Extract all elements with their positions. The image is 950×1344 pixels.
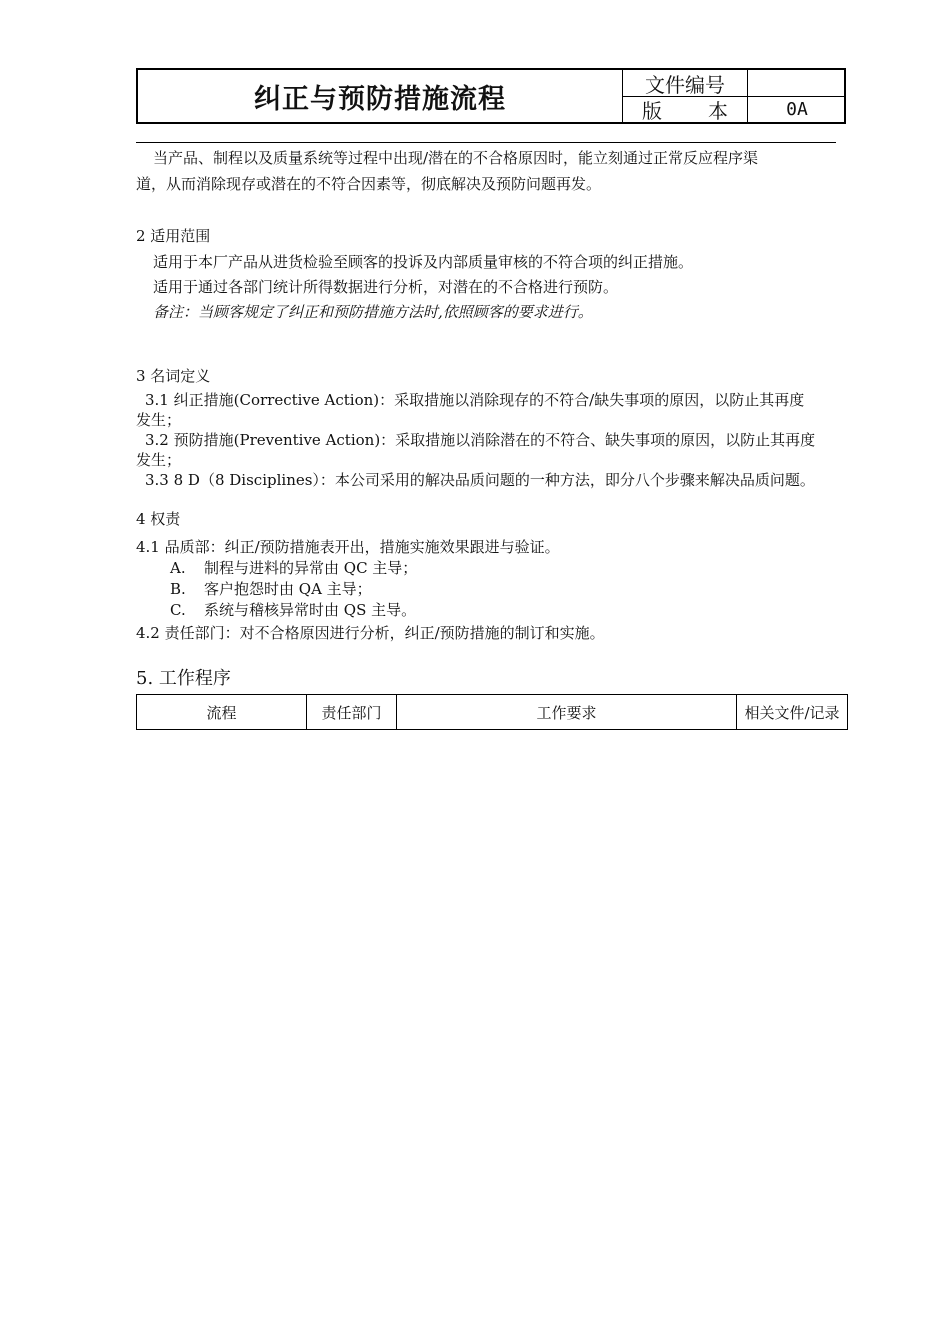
doc-number-label: 文件编号: [645, 72, 725, 97]
purpose-text: 道，从而消除现存或潜在的不符合因素等，彻底解决及预防问题再发。: [136, 175, 602, 193]
column-header-department: 责任部门: [307, 695, 397, 729]
section-heading-definitions: 3 名词定义: [136, 367, 211, 385]
procedure-table-header: [136, 694, 848, 730]
version-label-part: 本: [708, 99, 728, 123]
section-heading-scope: 2 适用范围: [136, 227, 211, 245]
scope-text: 适用于通过各部门统计所得数据进行分析，对潜在的不合格进行预防。: [153, 278, 619, 296]
column-header-records: 相关文件/记录: [744, 703, 840, 722]
doc-number-value: [748, 70, 846, 96]
scope-note: 备注：当顾客规定了纠正和预防措施方法时,依照顾客的要求进行。: [153, 303, 593, 321]
definition-item: 3.3 8 D（8 Disciplines）：本公司采用的解决品质问题的一种方法，即分八个步骤来解决品质问题。: [145, 471, 815, 489]
document-title: 纠正与预防措施流程: [254, 83, 506, 115]
version-value: 0A: [786, 99, 808, 120]
column-header-flow: 流程: [137, 695, 307, 729]
scope-text: 适用于本厂产品从进货检验至顾客的投诉及内部质量审核的不符合项的纠正措施。: [153, 253, 694, 271]
responsibility-item: 4.1 品质部：纠正/预防措施表开出，措施实施效果跟进与验证。: [136, 538, 560, 556]
purpose-text: 当产品、制程以及质量系统等过程中出现/潜在的不合格原因时，能立刻通过正常反应程序渠: [153, 149, 759, 167]
version-label-part: 版: [642, 99, 662, 123]
version-label: [624, 97, 746, 122]
definition-item: 3.1 纠正措施(Corrective Action)：采取措施以消除现存的不符合/缺失事项的原因，以防止其再度: [145, 391, 805, 409]
list-item: 客户抱怨时由 QA 主导；: [204, 580, 372, 598]
list-marker: C.: [170, 601, 186, 619]
section-heading-procedure: 5. 工作程序: [136, 668, 231, 689]
list-marker: A.: [170, 559, 186, 577]
responsibility-item: 4.2 责任部门：对不合格原因进行分析，纠正/预防措施的制订和实施。: [136, 624, 605, 642]
list-item: 制程与进料的异常由 QC 主导；: [204, 559, 418, 577]
header-table: [136, 68, 846, 124]
header-rule: [136, 142, 836, 143]
definition-item: 3.2 预防措施(Preventive Action)：采取措施以消除潜在的不符合、缺失事项的原因，以防止其再度: [145, 431, 816, 449]
definition-item: 发生；: [136, 451, 182, 469]
column-header-requirements: 工作要求: [397, 695, 737, 729]
list-marker: B.: [170, 580, 186, 598]
definition-item: 发生；: [136, 411, 182, 429]
list-item: 系统与稽核异常时由 QS 主导。: [204, 601, 417, 619]
section-heading-responsibilities: 4 权责: [136, 510, 181, 528]
